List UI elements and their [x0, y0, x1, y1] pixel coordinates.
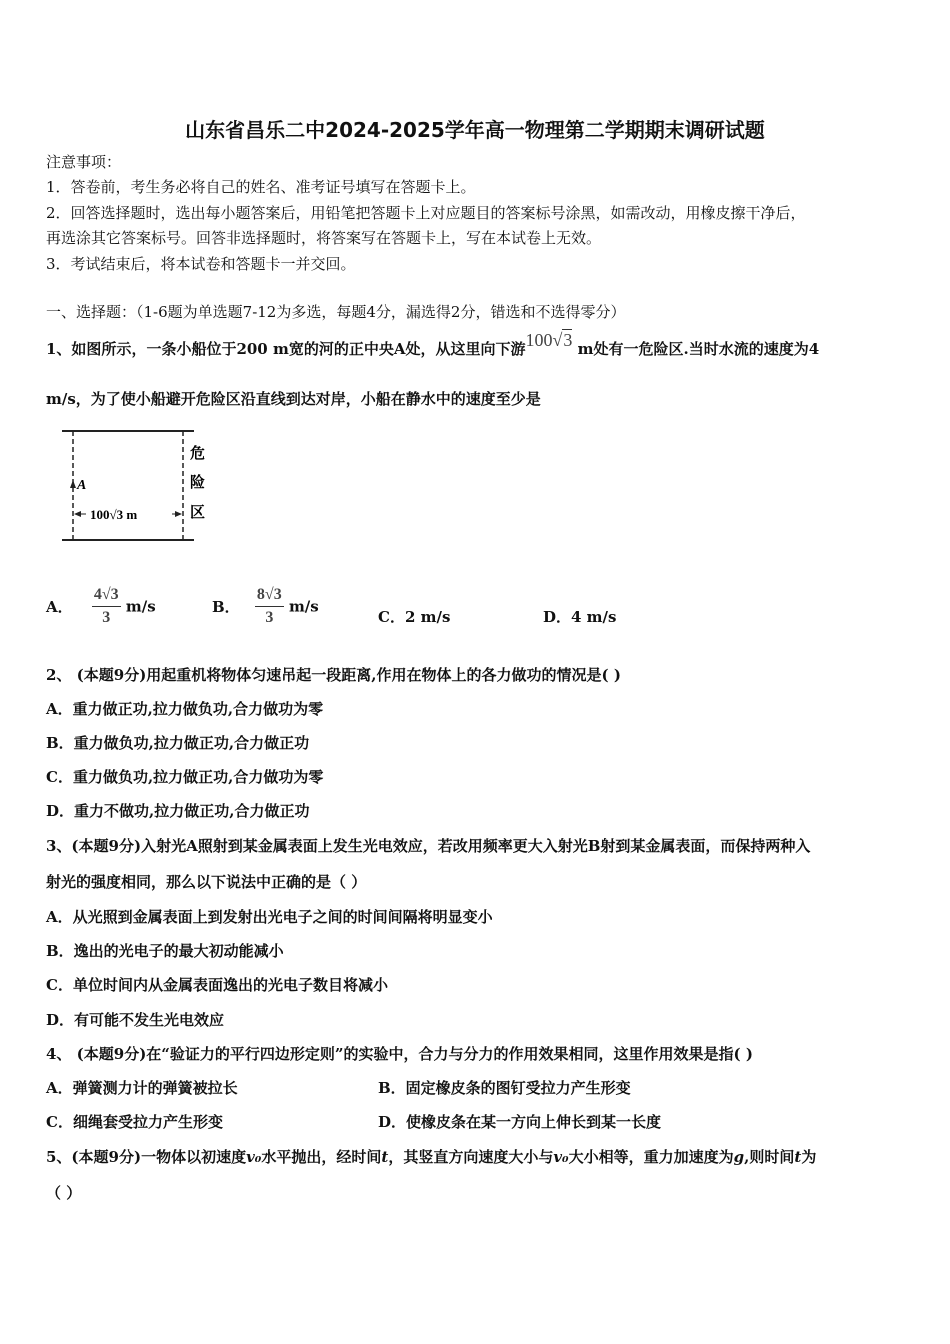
q4-option-a: A．弹簧测力计的弹簧被拉长 — [46, 1079, 238, 1097]
danger-char-2: 险 — [190, 473, 206, 491]
q1-stem-line1 — [46, 330, 820, 359]
q1-distance: 100√3 — [525, 330, 573, 350]
q1-option-b: B． $\frac{8√3}{3}$ m/s — [212, 584, 319, 629]
q5-stem-line1: 5、(本题9分)一物体以初速度v₀水平抛出，经时间t，其竖直方向速度大小与v₀大小相等，重力加速度为g,则时间t为 — [46, 1148, 817, 1166]
q1-text-a: 1、如图所示，一条小船位于200 m宽的河的正中央A处，从这里向下游 — [46, 340, 526, 358]
q5-t: t — [381, 1148, 389, 1166]
q2-option-c: C．重力做负功,拉力做正功,合力做功为零 — [46, 768, 324, 786]
distance-label: 100√3 m — [90, 507, 138, 522]
q1-text-b: m处有一危险区.当时水流的速度为4 — [572, 340, 820, 358]
q2-stem: 2、 (本题9分)用起重机将物体匀速吊起一段距离,作用在物体上的各力做功的情况是( ) — [46, 666, 621, 684]
q4-option-c: C．细绳套受拉力产生形变 — [46, 1113, 223, 1131]
q3-stem-line2: 射光的强度相同，那么以下说法中正确的是（ ） — [46, 873, 367, 891]
q1-option-c: C．2 m/s — [378, 608, 451, 626]
point-a-arrow — [70, 480, 76, 488]
q2-option-b: B．重力做负功,拉力做正功,合力做正功 — [46, 734, 310, 752]
distance-arrow-right — [175, 511, 182, 517]
q3-option-b: B．逸出的光电子的最大初动能减小 — [46, 942, 284, 960]
notice-item-2-cont: 再选涂其它答案标号。回答非选择题时，将答案写在答题卡上，写在本试卷上无效。 — [46, 229, 602, 247]
danger-char-3: 区 — [190, 503, 206, 521]
q1-option-b-fraction: $\frac{8√3}{3}$ — [256, 586, 282, 626]
point-a-label: A — [77, 478, 87, 493]
q2-option-d: D．重力不做功,拉力做正功,合力做正功 — [46, 802, 310, 820]
q4-stem: 4、 (本题9分)在“验证力的平行四边形定则”的实验中，合力与分力的作用效果相同，这里作用效果是指( ) — [46, 1045, 753, 1063]
q3-option-c: C．单位时间内从金属表面逸出的光电子数目将减小 — [46, 976, 388, 994]
q4-option-b: B．固定橡皮条的图钉受拉力产生形变 — [378, 1079, 631, 1097]
q5-g: g — [733, 1148, 745, 1166]
notice-item-2: 2．回答选择题时，选出每小题答案后，用铅笔把答题卡上对应题目的答案标号涂黑，如需改动，用橡皮擦干净后， — [46, 204, 806, 222]
q3-option-a: A．从光照到金属表面上到发射出光电子之间的时间间隔将明显变小 — [46, 908, 493, 926]
danger-char-1: 危 — [190, 444, 206, 462]
q1-river-figure — [60, 428, 220, 544]
page-title: 山东省昌乐二中2024-2025学年高一物理第二学期期末调研试题 — [185, 118, 765, 142]
q5-v0-2: v₀ — [553, 1148, 569, 1166]
q5-stem-line2: （ ） — [46, 1184, 82, 1202]
q1-option-a-fraction: $\frac{4√3}{3}$ — [93, 586, 119, 626]
section-heading: 一、选择题：（1-6题为单选题7-12为多选，每题4分，漏选得2分，错选和不选得零分） — [46, 303, 626, 321]
q4-option-d: D．使橡皮条在某一方向上伸长到某一长度 — [378, 1113, 662, 1131]
q2-option-a: A．重力做正功,拉力做负功,合力做功为零 — [46, 700, 324, 718]
notice-item-1: 1．答卷前，考生务必将自己的姓名、准考证号填写在答题卡上。 — [46, 178, 476, 196]
q5-t-2: t — [794, 1148, 802, 1166]
q1-option-d: D．4 m/s — [543, 608, 617, 626]
q3-option-d: D．有可能不发生光电效应 — [46, 1011, 225, 1029]
q3-stem-line1: 3、(本题9分)入射光A照射到某金属表面上发生光电效应，若改用频率更大入射光B射到某金属表面，而保持两种入 — [46, 837, 811, 855]
notice-item-3: 3．考试结束后，将本试卷和答题卡一并交回。 — [46, 255, 356, 273]
q1-option-a: A． $\frac{4√3}{3}$ m/s — [46, 584, 156, 629]
distance-arrow-left — [74, 511, 81, 517]
q5-v0: v₀ — [246, 1148, 262, 1166]
q1-stem-line2: m/s，为了使小船避开危险区沿直线到达对岸，小船在静水中的速度至少是 — [46, 390, 541, 408]
notice-heading: 注意事项： — [46, 153, 122, 171]
